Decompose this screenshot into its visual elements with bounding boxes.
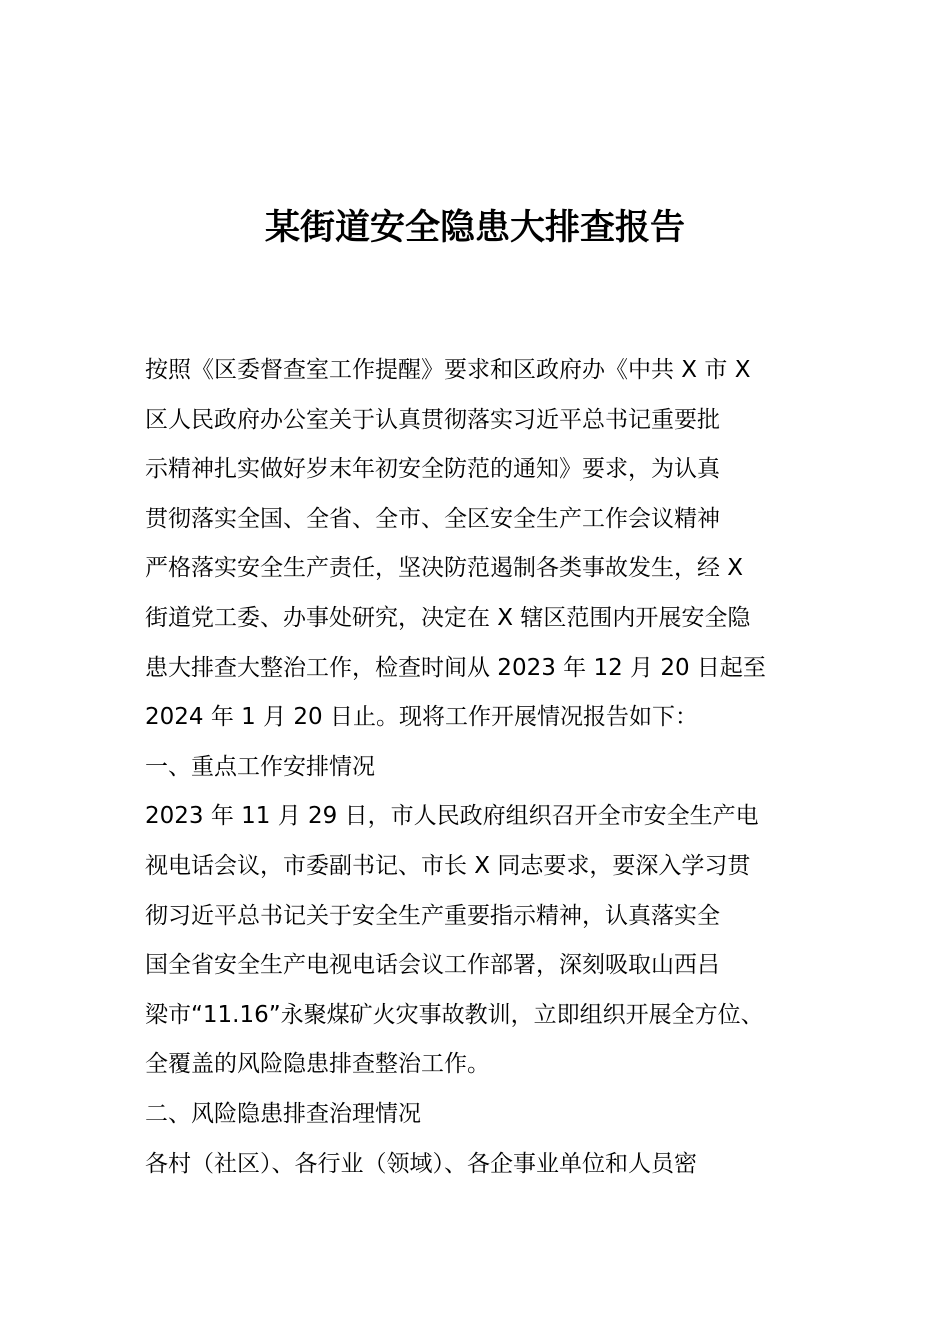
paragraph-line: 严格落实安全生产责任，坚决防范遏制各类事故发生，经 X	[145, 555, 744, 582]
paragraph-line: 彻习近平总书记关于安全生产重要指示精神，认真落实全	[145, 902, 720, 929]
paragraph-line: 梁市“11.16”永聚煤矿火灾事故教训，立即组织开展全方位、	[145, 1001, 764, 1028]
paragraph-line: 2024 年 1 月 20 日止。现将工作开展情况报告如下：	[145, 704, 698, 731]
paragraph-line: 国全省安全生产电视电话会议工作部署，深刻吸取山西吕	[145, 952, 720, 979]
paragraph-line: 患大排查大整治工作，检查时间从 2023 年 12 月 20 日起至	[145, 654, 766, 681]
document-body	[145, 346, 835, 1189]
section-heading: 二、风险隐患排查治理情况	[145, 1100, 421, 1127]
paragraph-line: 视电话会议，市委副书记、市长 X 同志要求，要深入学习贯	[145, 852, 751, 879]
paragraph-line: 贯彻落实全国、全省、全市、全区安全生产工作会议精神	[145, 505, 720, 532]
document-title: 某街道安全隐患大排查报告	[264, 208, 685, 248]
paragraph-line: 区人民政府办公室关于认真贯彻落实习近平总书记重要批	[145, 406, 720, 433]
paragraph-line: 全覆盖的风险隐患排查整治工作。	[145, 1051, 490, 1078]
section-heading: 一、重点工作安排情况	[145, 753, 375, 780]
paragraph-line: 2023 年 11 月 29 日，市人民政府组织召开全市安全生产电	[145, 803, 759, 830]
paragraph-line: 各村（社区）、各行业（领域）、各企事业单位和人员密	[145, 1150, 697, 1177]
paragraph-line: 街道党工委、办事处研究，决定在 X 辖区范围内开展安全隐	[145, 604, 751, 631]
paragraph-line: 示精神扎实做好岁末年初安全防范的通知》要求，为认真	[145, 456, 720, 483]
paragraph-line: 按照《区委督查室工作提醒》要求和区政府办《中共 X 市 X	[145, 357, 751, 383]
